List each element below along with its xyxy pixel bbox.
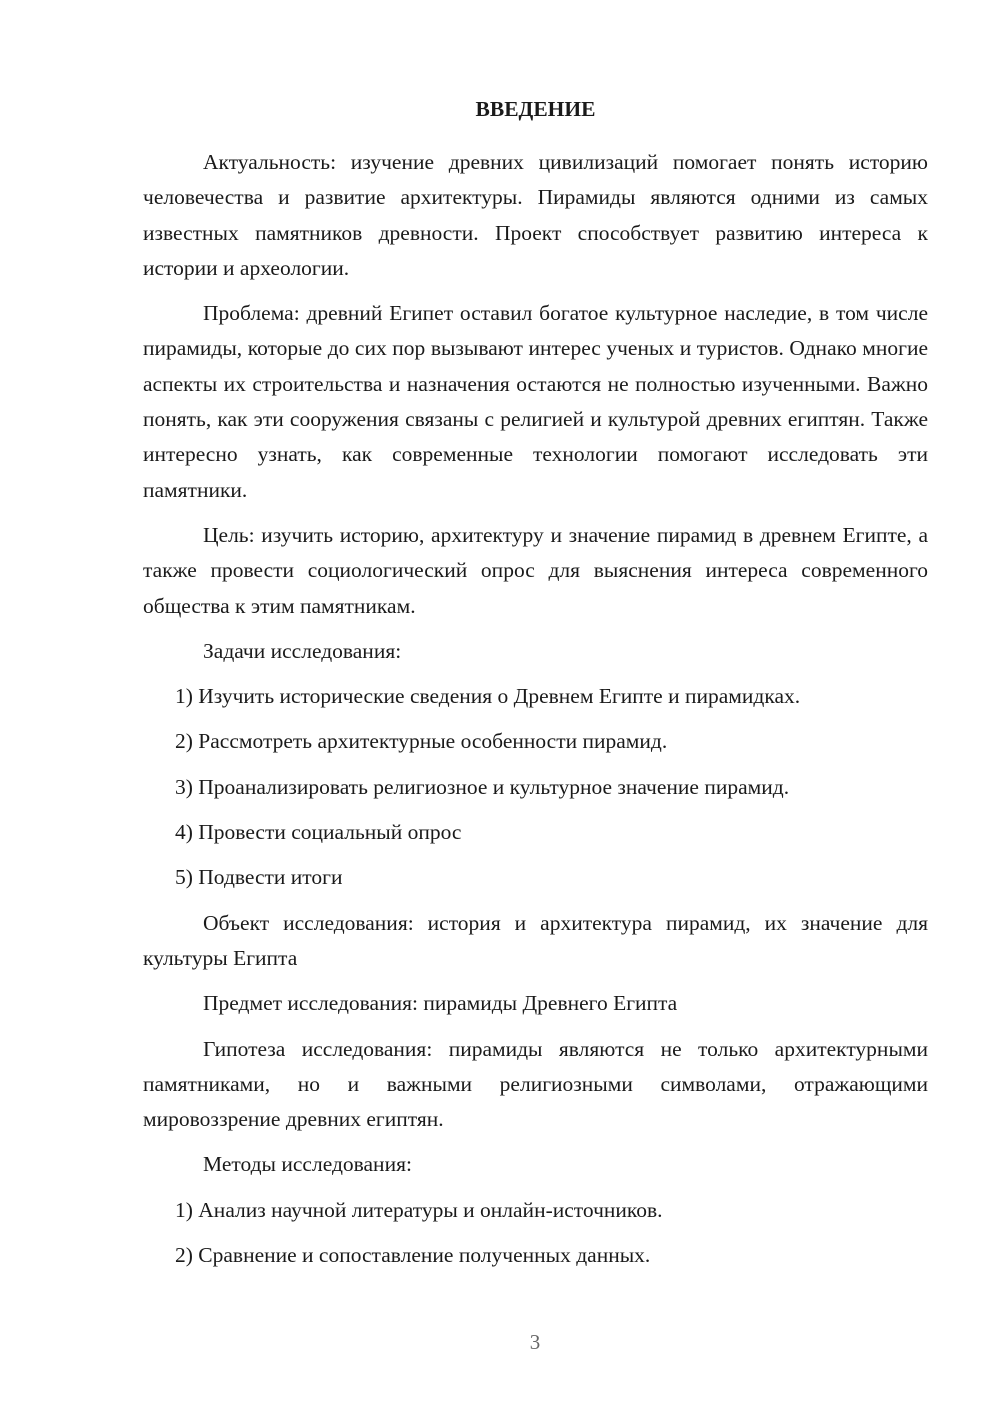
hypothesis-paragraph: Гипотеза исследования: пирамиды являются не только архитектурными памятниками, но и важными религиозными символами, отражающими мировоззрение древних египтян. — [143, 1036, 928, 1132]
task-item: 5) Подвести итоги — [175, 865, 343, 890]
document-page — [143, 92, 928, 1283]
methods-list — [143, 1193, 928, 1274]
task-item: 4) Провести социальный опрос — [175, 820, 462, 845]
methods-label: Методы исследования: — [203, 1152, 412, 1177]
task-item: 2) Рассмотреть архитектурные особенности пирамид. — [175, 729, 668, 754]
goal-paragraph: Цель: изучить историю, архитектуру и значение пирамид в древнем Египте, а также провести социологический опрос для выяснения интереса современного общества к этим памятникам. — [143, 522, 928, 618]
method-item: 2) Сравнение и сопоставление полученных данных. — [175, 1243, 651, 1268]
tasks-list — [143, 679, 928, 895]
task-item: 3) Проанализировать религиозное и культурное значение пирамид. — [175, 774, 790, 799]
tasks-label: Задачи исследования: — [203, 638, 402, 663]
object-paragraph: Объект исследования: история и архитектура пирамид, их значение для культуры Египта — [143, 910, 928, 970]
relevance-paragraph: Актуальность: изучение древних цивилизаций помогает понять историю человечества и развитие архитектуры. Пирамиды являются одними из самых известных памятников древности. Проект способствует развитию интереса к истории и археологии. — [143, 150, 928, 280]
problem-paragraph: Проблема: древний Египет оставил богатое культурное наследие, в том числе пирамиды, которые до сих пор вызывают интерес ученых и туристов. Однако многие аспекты их строительства и назначения остаются не полностью изученными. Важно понять, как эти сооружения связаны с религией и культурой древних египтян. Также интересно узнать, как современные технологии помогают исследовать эти памятники. — [143, 301, 928, 502]
subject-paragraph: Предмет исследования: пирамиды Древнего Египта — [203, 991, 678, 1016]
page-number: 3 — [529, 1330, 541, 1354]
method-item: 1) Анализ научной литературы и онлайн-источников. — [175, 1197, 663, 1222]
task-item: 1) Изучить исторические сведения о Древнем Египте и пирамидках. — [175, 684, 801, 709]
section-title: ВВЕДЕНИЕ — [475, 97, 596, 121]
